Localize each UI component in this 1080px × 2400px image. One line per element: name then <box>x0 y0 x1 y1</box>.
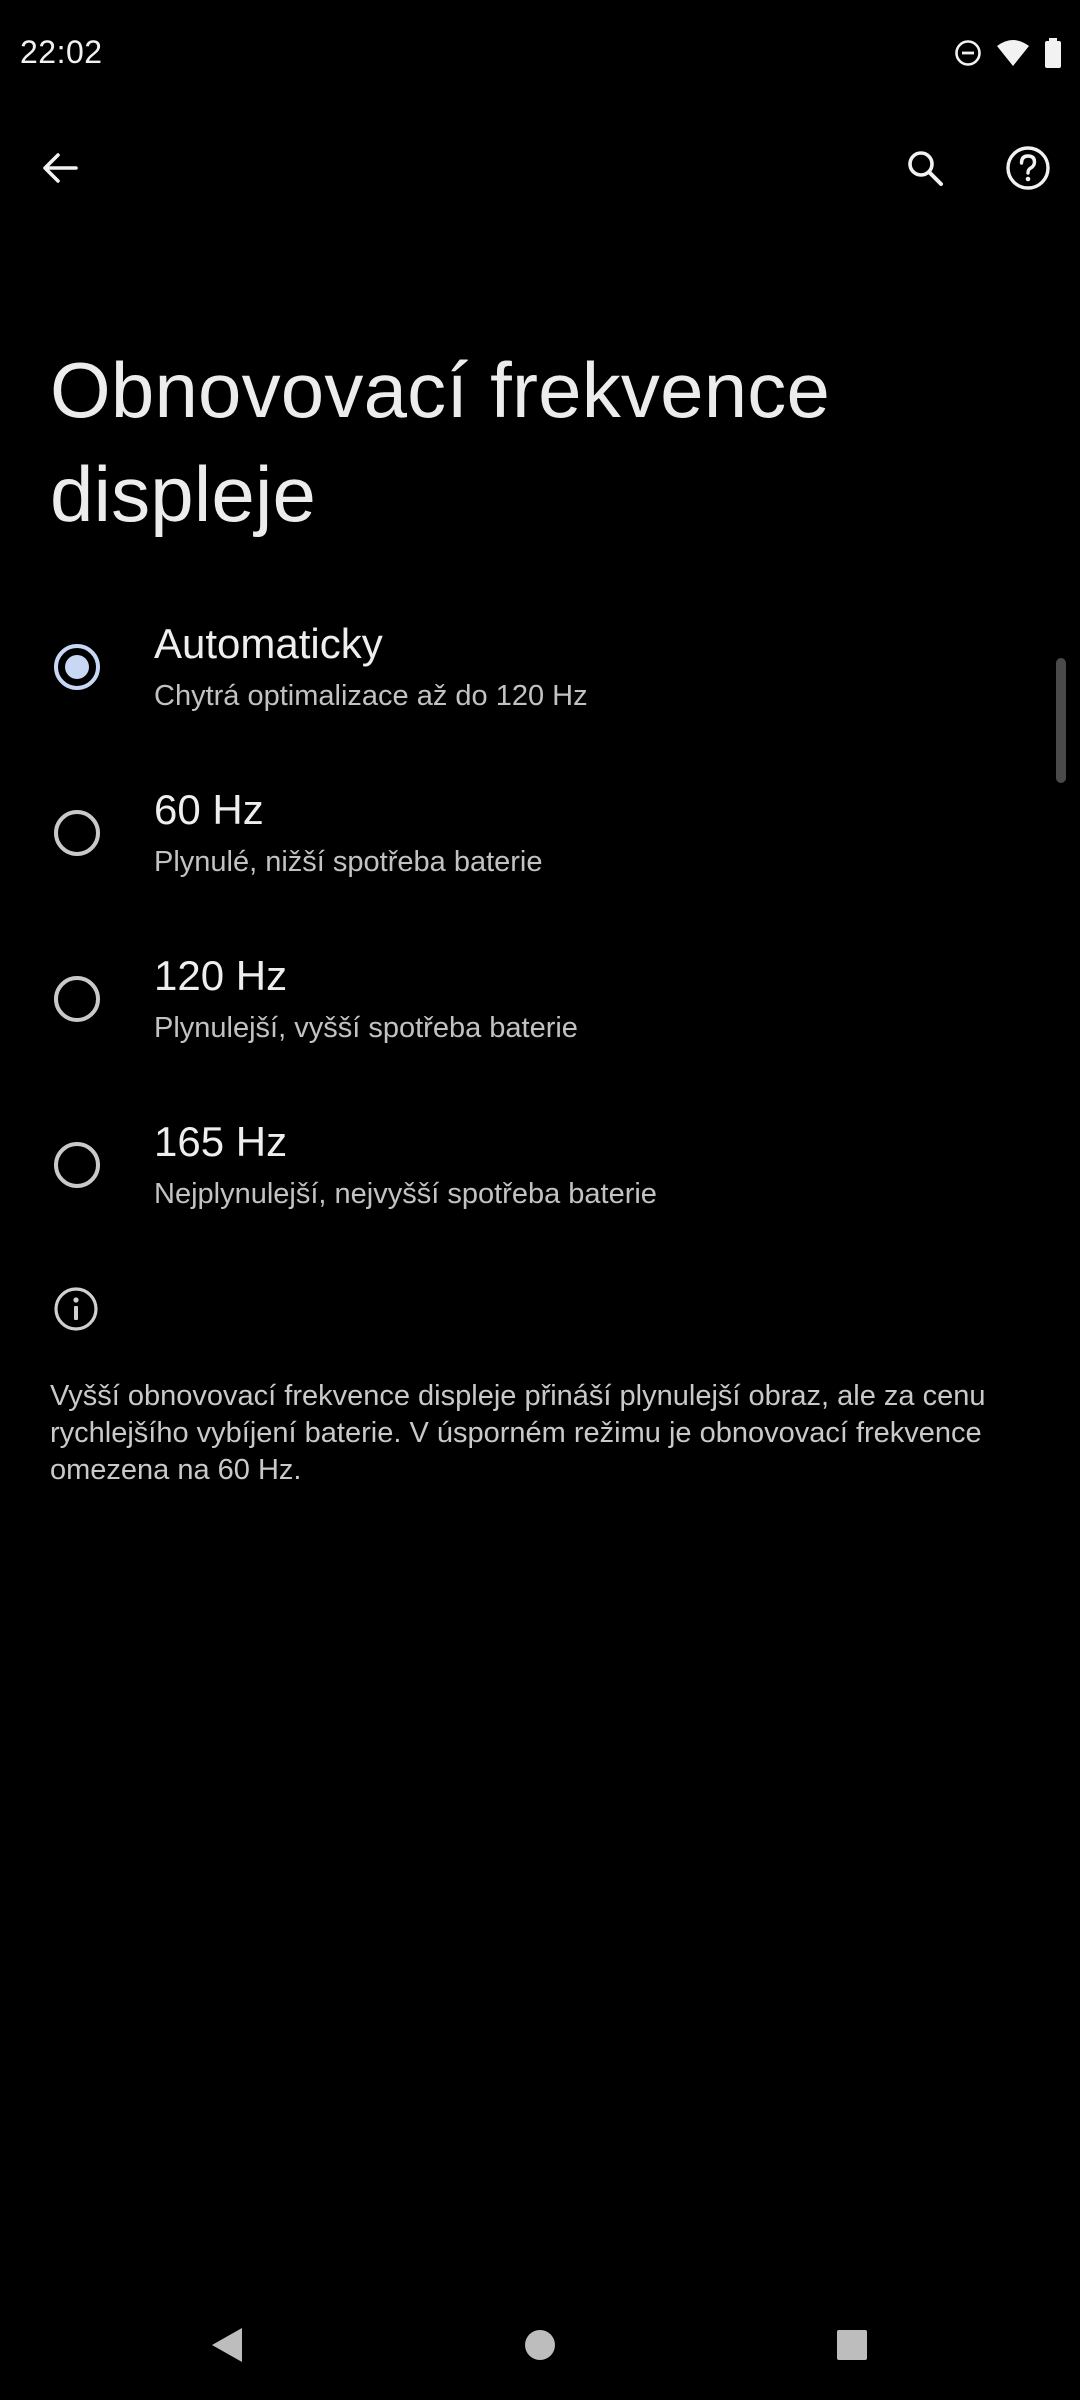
page-title-line-1: Obnovovací frekvence <box>50 346 831 434</box>
radio-button[interactable] <box>54 810 100 856</box>
option-title: Automaticky <box>154 620 383 667</box>
radio-button-selected[interactable] <box>54 644 100 690</box>
option-title: 60 Hz <box>154 786 264 833</box>
nav-back-button[interactable] <box>186 2312 266 2382</box>
page-title <box>50 338 1030 546</box>
option-title: 120 Hz <box>154 952 288 999</box>
help-icon <box>1005 145 1051 196</box>
do-not-disturb-icon <box>954 39 982 67</box>
page-title-line-2: displeje <box>50 450 317 538</box>
back-button[interactable] <box>20 130 100 210</box>
battery-icon <box>1044 38 1062 68</box>
help-button[interactable] <box>988 130 1068 210</box>
option-60-hz[interactable] <box>0 758 1080 908</box>
nav-home-icon <box>523 2328 557 2367</box>
option-subtitle: Plynulejší, vyšší spotřeba baterie <box>154 1012 578 1044</box>
option-120-hz[interactable] <box>0 924 1080 1074</box>
arrow-back-icon <box>40 148 80 193</box>
option-automaticky[interactable] <box>0 592 1080 742</box>
option-subtitle: Nejplynulejší, nejvyšší spotřeba baterie <box>154 1178 657 1210</box>
scrollbar[interactable] <box>1056 658 1066 783</box>
navigation-bar <box>0 2300 1080 2400</box>
option-subtitle: Plynulé, nižší spotřeba baterie <box>154 846 543 878</box>
status-icons <box>954 38 1062 68</box>
nav-recents-icon <box>836 2329 868 2366</box>
status-time: 22:02 <box>20 34 103 70</box>
status-bar <box>0 0 1080 110</box>
radio-button[interactable] <box>54 1142 100 1188</box>
info-icon <box>52 1285 100 1333</box>
app-bar <box>0 130 1080 210</box>
wifi-icon <box>996 39 1030 67</box>
info-description: Vyšší obnovovací frekvence displeje přináší plynulejší obraz, ale za cenu rychlejšího vybíjení baterie. V úsporném režimu je obnovovací frekvence omezena na 60 Hz. <box>50 1380 986 1486</box>
radio-button[interactable] <box>54 976 100 1022</box>
search-button[interactable] <box>885 130 965 210</box>
nav-home-button[interactable] <box>500 2312 580 2382</box>
nav-recents-button[interactable] <box>812 2312 892 2382</box>
nav-back-icon <box>208 2325 244 2370</box>
option-165-hz[interactable] <box>0 1090 1080 1240</box>
option-title: 165 Hz <box>154 1118 288 1165</box>
search-icon <box>905 148 945 193</box>
option-subtitle: Chytrá optimalizace až do 120 Hz <box>154 680 588 712</box>
